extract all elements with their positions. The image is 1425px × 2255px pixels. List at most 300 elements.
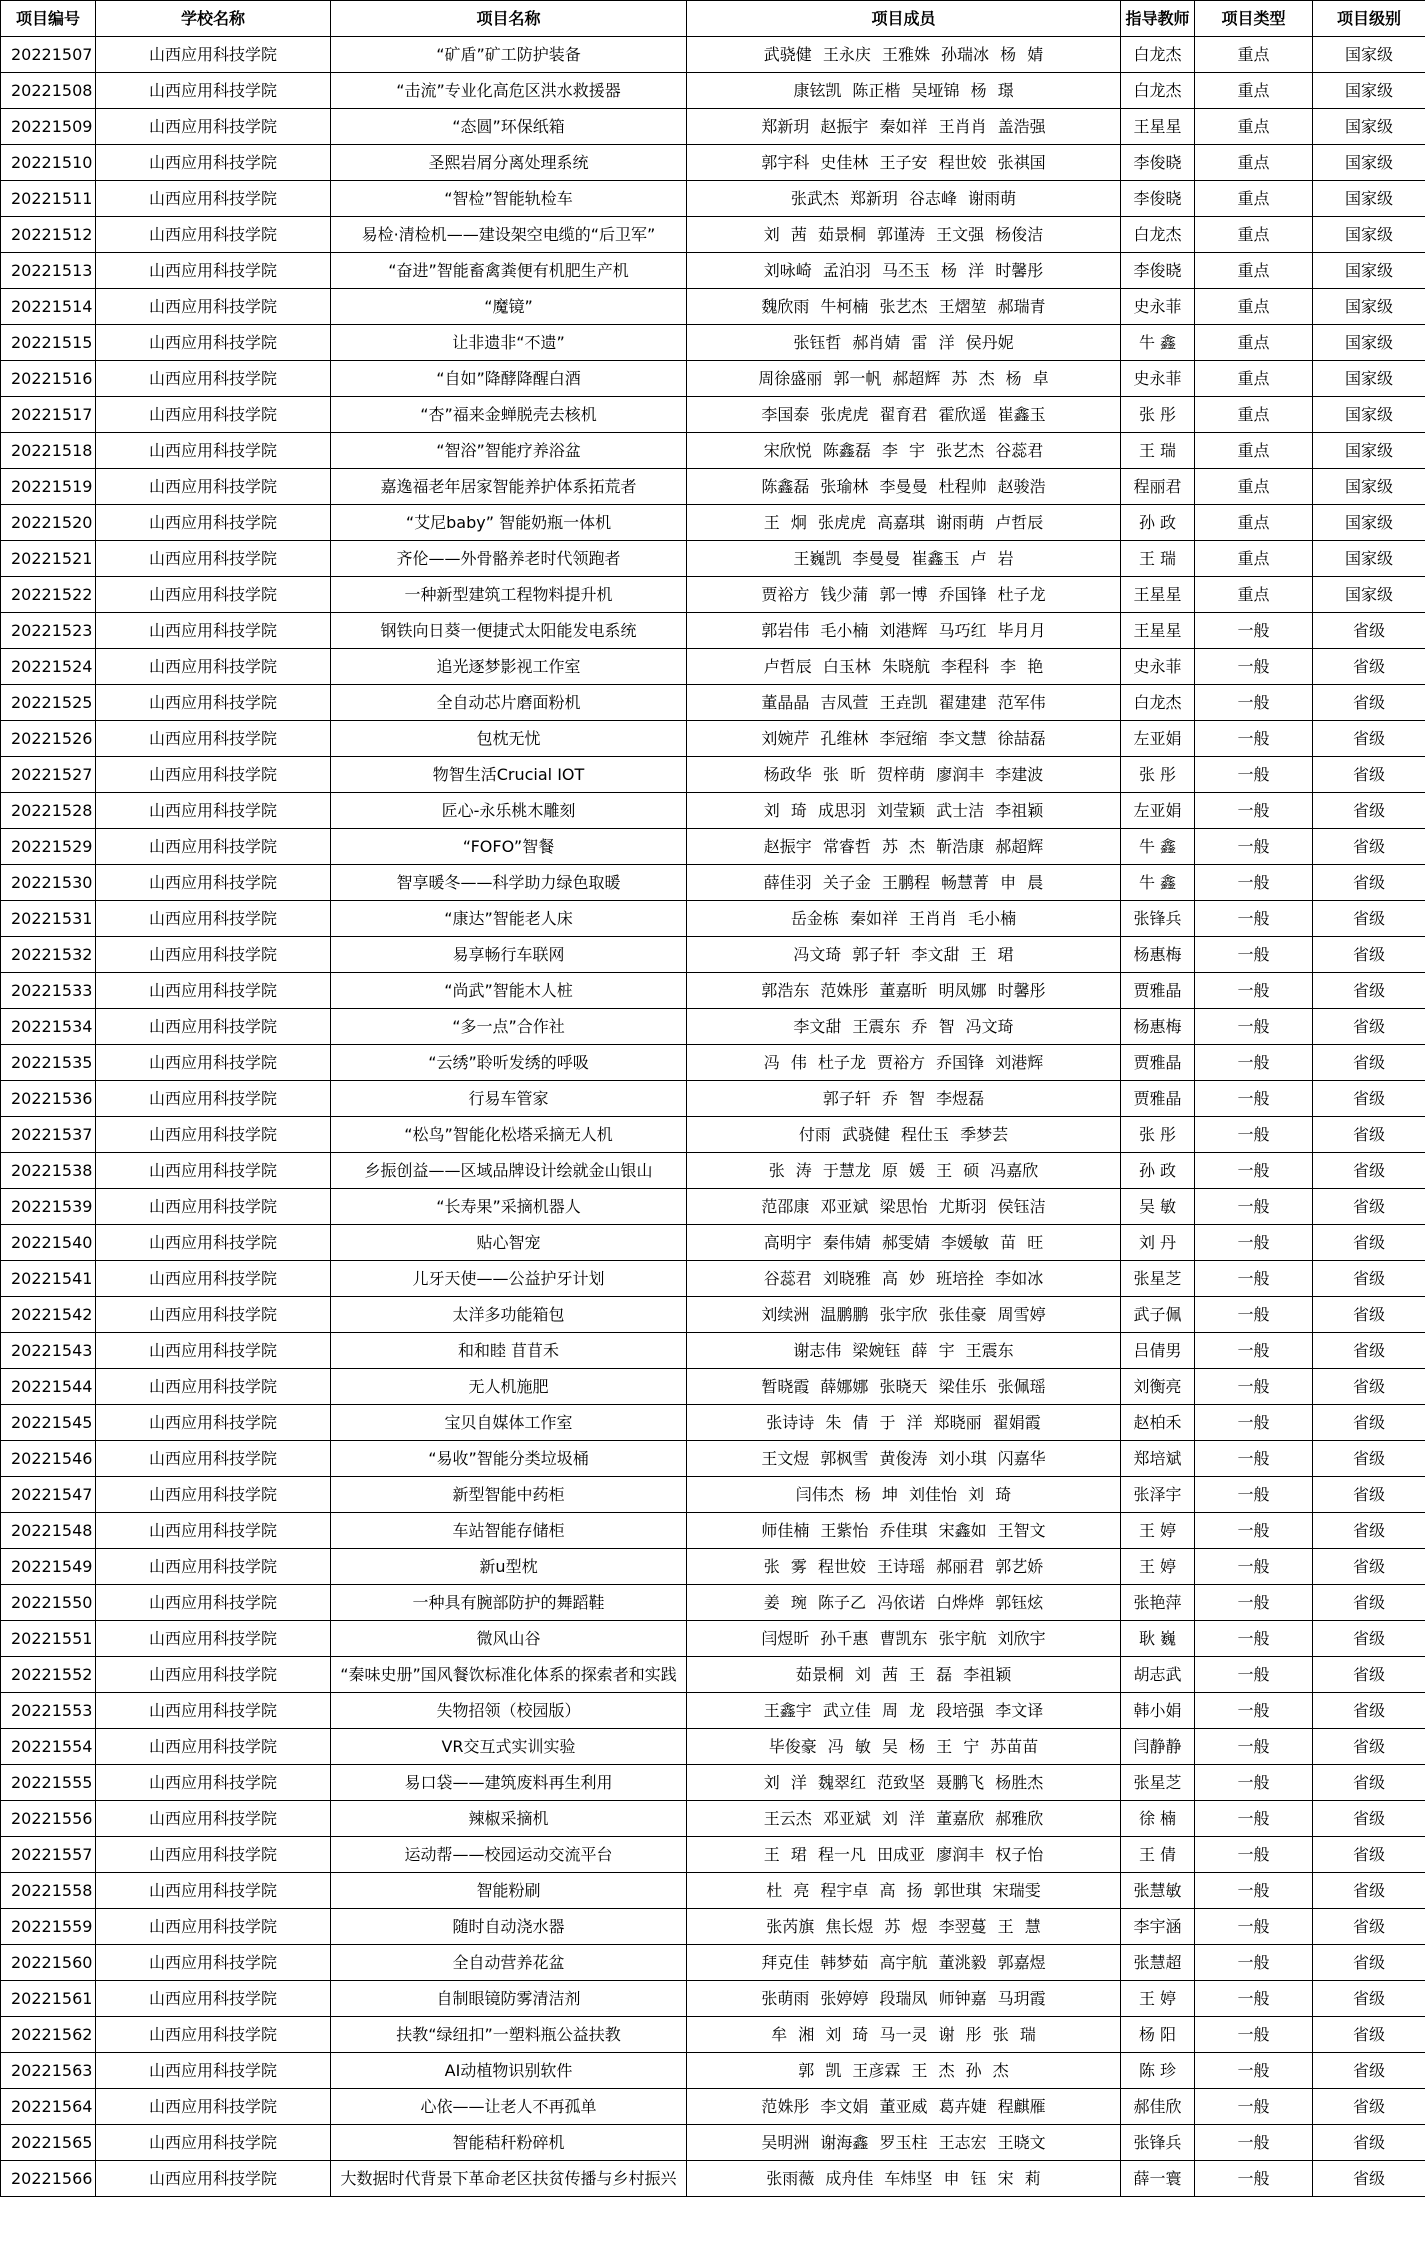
advisor-cell: 张锋兵 [1121,2125,1195,2161]
school-name-cell: 山西应用科技学院 [96,2125,331,2161]
header-project-id: 项目编号 [1,1,96,37]
project-name-cell: 辣椒采摘机 [331,1801,687,1837]
project-members-cell: 冯文琦 郭子轩 李文甜 王 珺 [687,937,1121,973]
project-members-cell: 毕俊豪 冯 敏 吴 杨 王 宁 苏苗苗 [687,1729,1121,1765]
project-name-cell: 儿牙天使——公益护牙计划 [331,1261,687,1297]
project-members-cell: 王云杰 邓亚斌 刘 洋 董嘉欣 郝雅欣 [687,1801,1121,1837]
project-name-cell: “FOFO”智餐 [331,829,687,865]
project-name-cell: 失物招领（校园版） [331,1693,687,1729]
project-members-cell: 周徐盛丽 郭一帆 郝超辉 苏 杰 杨 卓 [687,361,1121,397]
project-id-cell: 20221545 [1,1405,96,1441]
project-members-cell: 刘 洋 魏翠红 范致坚 聂鹏飞 杨胜杰 [687,1765,1121,1801]
project-name-cell: 一种新型建筑工程物料提升机 [331,577,687,613]
table-row [1,1657,1425,1693]
project-members-cell: 王鑫宇 武立佳 周 龙 段培强 李文译 [687,1693,1121,1729]
header-project-level: 项目级别 [1313,1,1425,37]
project-id-cell: 20221525 [1,685,96,721]
project-id-cell: 20221526 [1,721,96,757]
project-id-cell: 20221522 [1,577,96,613]
project-members-cell: 谢志伟 梁婉钰 薛 宇 王震东 [687,1333,1121,1369]
project-name-cell: 圣熙岩屑分离处理系统 [331,145,687,181]
project-type-cell: 一般 [1195,1441,1313,1477]
project-level-cell: 国家级 [1313,145,1425,181]
project-id-cell: 20221514 [1,289,96,325]
table-row [1,325,1425,361]
project-name-cell: 乡振创益——区域品牌设计绘就金山银山 [331,1153,687,1189]
project-type-cell: 一般 [1195,1009,1313,1045]
project-type-cell: 重点 [1195,181,1313,217]
project-level-cell: 省级 [1313,1261,1425,1297]
project-id-cell: 20221544 [1,1369,96,1405]
school-name-cell: 山西应用科技学院 [96,1981,331,2017]
project-id-cell: 20221517 [1,397,96,433]
school-name-cell: 山西应用科技学院 [96,1333,331,1369]
project-id-cell: 20221552 [1,1657,96,1693]
school-name-cell: 山西应用科技学院 [96,1261,331,1297]
project-level-cell: 省级 [1313,2125,1425,2161]
project-level-cell: 国家级 [1313,469,1425,505]
school-name-cell: 山西应用科技学院 [96,613,331,649]
table-row [1,793,1425,829]
table-row [1,1441,1425,1477]
project-level-cell: 省级 [1313,1225,1425,1261]
project-members-cell: 贾裕方 钱少蒲 郭一博 乔国锋 杜子龙 [687,577,1121,613]
advisor-cell: 张 彤 [1121,757,1195,793]
advisor-cell: 王 瑞 [1121,433,1195,469]
table-row [1,1549,1425,1585]
project-level-cell: 省级 [1313,1009,1425,1045]
project-members-cell: 冯 伟 杜子龙 贾裕方 乔国锋 刘港辉 [687,1045,1121,1081]
project-type-cell: 一般 [1195,901,1313,937]
advisor-cell: 牛 鑫 [1121,865,1195,901]
project-members-cell: 郑新玥 赵振宇 秦如祥 王肖肖 盖浩强 [687,109,1121,145]
project-id-cell: 20221556 [1,1801,96,1837]
project-type-cell: 重点 [1195,289,1313,325]
project-name-cell: 大数据时代背景下革命老区扶贫传播与乡村振兴 [331,2161,687,2197]
school-name-cell: 山西应用科技学院 [96,1801,331,1837]
header-advisor: 指导教师 [1121,1,1195,37]
project-id-cell: 20221533 [1,973,96,1009]
project-type-cell: 一般 [1195,1873,1313,1909]
project-id-cell: 20221542 [1,1297,96,1333]
project-level-cell: 国家级 [1313,397,1425,433]
project-members-cell: 张武杰 郑新玥 谷志峰 谢雨萌 [687,181,1121,217]
project-id-cell: 20221515 [1,325,96,361]
project-members-cell: 刘咏崎 孟泊羽 马丕玉 杨 洋 时馨彤 [687,253,1121,289]
project-id-cell: 20221531 [1,901,96,937]
project-name-cell: 和和睦 苜苜禾 [331,1333,687,1369]
project-level-cell: 国家级 [1313,325,1425,361]
advisor-cell: 张慧超 [1121,1945,1195,1981]
project-name-cell: “康达”智能老人床 [331,901,687,937]
advisor-cell: 白龙杰 [1121,685,1195,721]
project-level-cell: 国家级 [1313,181,1425,217]
project-type-cell: 一般 [1195,829,1313,865]
project-level-cell: 省级 [1313,2053,1425,2089]
project-id-cell: 20221553 [1,1693,96,1729]
project-id-cell: 20221513 [1,253,96,289]
school-name-cell: 山西应用科技学院 [96,2161,331,2197]
advisor-cell: 李俊晓 [1121,145,1195,181]
school-name-cell: 山西应用科技学院 [96,865,331,901]
project-level-cell: 省级 [1313,1729,1425,1765]
project-level-cell: 省级 [1313,937,1425,973]
advisor-cell: 孙 政 [1121,505,1195,541]
project-level-cell: 国家级 [1313,37,1425,73]
project-id-cell: 20221549 [1,1549,96,1585]
project-name-cell: 易检·清检机——建设架空电缆的“后卫军” [331,217,687,253]
table-row [1,937,1425,973]
project-members-cell: 张 涛 于慧龙 原 媛 王 硕 冯嘉欣 [687,1153,1121,1189]
project-name-cell: 太洋多功能箱包 [331,1297,687,1333]
project-level-cell: 省级 [1313,1693,1425,1729]
project-level-cell: 国家级 [1313,289,1425,325]
advisor-cell: 张 彤 [1121,397,1195,433]
project-members-cell: 李文甜 王震东 乔 智 冯文琦 [687,1009,1121,1045]
advisor-cell: 薛一寰 [1121,2161,1195,2197]
project-type-cell: 重点 [1195,361,1313,397]
project-id-cell: 20221532 [1,937,96,973]
school-name-cell: 山西应用科技学院 [96,361,331,397]
table-row [1,1045,1425,1081]
project-level-cell: 国家级 [1313,361,1425,397]
project-members-cell: 郭岩伟 毛小楠 刘港辉 马巧红 毕月月 [687,613,1121,649]
project-members-cell: 刘 茜 茹景桐 郭谨涛 王文强 杨俊洁 [687,217,1121,253]
advisor-cell: 王 婷 [1121,1513,1195,1549]
project-members-cell: 张萌雨 张婷婷 段瑞凤 师钟嘉 马玥霞 [687,1981,1121,2017]
project-id-cell: 20221555 [1,1765,96,1801]
project-type-cell: 一般 [1195,757,1313,793]
project-type-cell: 一般 [1195,1693,1313,1729]
project-members-cell: 薛佳羽 关子金 王鹏程 畅慧菁 申 晨 [687,865,1121,901]
table-row [1,613,1425,649]
project-id-cell: 20221521 [1,541,96,577]
table-row [1,757,1425,793]
table-body [1,37,1425,2197]
project-name-cell: 全自动芯片磨面粉机 [331,685,687,721]
advisor-cell: 李俊晓 [1121,253,1195,289]
advisor-cell: 耿 巍 [1121,1621,1195,1657]
project-members-cell: 拜克佳 韩梦茹 高宇航 董洮毅 郭嘉煜 [687,1945,1121,1981]
project-id-cell: 20221524 [1,649,96,685]
table-row [1,1765,1425,1801]
project-type-cell: 一般 [1195,1369,1313,1405]
table-row [1,577,1425,613]
advisor-cell: 吕倩男 [1121,1333,1195,1369]
table-row [1,1153,1425,1189]
project-members-cell: 武骁健 王永庆 王雅姝 孙瑞冰 杨 婧 [687,37,1121,73]
table-row [1,469,1425,505]
advisor-cell: 史永菲 [1121,289,1195,325]
project-type-cell: 一般 [1195,1981,1313,2017]
advisor-cell: 贾雅晶 [1121,1045,1195,1081]
project-id-cell: 20221510 [1,145,96,181]
advisor-cell: 王 婷 [1121,1549,1195,1585]
table-row [1,361,1425,397]
advisor-cell: 张慧敏 [1121,1873,1195,1909]
project-name-cell: “多一点”合作社 [331,1009,687,1045]
advisor-cell: 杨惠梅 [1121,1009,1195,1045]
advisor-cell: 王星星 [1121,109,1195,145]
project-name-cell: “易收”智能分类垃圾桶 [331,1441,687,1477]
project-type-cell: 一般 [1195,1585,1313,1621]
advisor-cell: 贾雅晶 [1121,973,1195,1009]
table-row [1,1369,1425,1405]
project-name-cell: 一种具有腕部防护的舞蹈鞋 [331,1585,687,1621]
school-name-cell: 山西应用科技学院 [96,1585,331,1621]
school-name-cell: 山西应用科技学院 [96,901,331,937]
table-row [1,505,1425,541]
project-level-cell: 省级 [1313,757,1425,793]
project-id-cell: 20221539 [1,1189,96,1225]
project-type-cell: 一般 [1195,1297,1313,1333]
header-project-type: 项目类型 [1195,1,1313,37]
project-name-cell: 包枕无忧 [331,721,687,757]
advisor-cell: 张星芝 [1121,1261,1195,1297]
project-type-cell: 一般 [1195,685,1313,721]
project-type-cell: 重点 [1195,325,1313,361]
project-members-cell: 郭子轩 乔 智 李煜磊 [687,1081,1121,1117]
project-level-cell: 省级 [1313,1297,1425,1333]
school-name-cell: 山西应用科技学院 [96,721,331,757]
project-type-cell: 一般 [1195,1189,1313,1225]
advisor-cell: 王星星 [1121,613,1195,649]
project-level-cell: 省级 [1313,1513,1425,1549]
project-level-cell: 省级 [1313,721,1425,757]
advisor-cell: 李宇涵 [1121,1909,1195,1945]
header-school-name: 学校名称 [96,1,331,37]
advisor-cell: 王 瑞 [1121,541,1195,577]
project-name-cell: 新型智能中药柜 [331,1477,687,1513]
table-row [1,1117,1425,1153]
project-level-cell: 省级 [1313,1117,1425,1153]
table-row [1,397,1425,433]
project-level-cell: 省级 [1313,865,1425,901]
project-name-cell: “云绣”聆听发绣的呼吸 [331,1045,687,1081]
project-level-cell: 省级 [1313,1657,1425,1693]
project-id-cell: 20221557 [1,1837,96,1873]
table-row [1,1945,1425,1981]
school-name-cell: 山西应用科技学院 [96,1189,331,1225]
table-row [1,1873,1425,1909]
project-name-cell: 车站智能存储柜 [331,1513,687,1549]
project-type-cell: 重点 [1195,73,1313,109]
project-level-cell: 省级 [1313,901,1425,937]
school-name-cell: 山西应用科技学院 [96,1369,331,1405]
school-name-cell: 山西应用科技学院 [96,1009,331,1045]
table-row [1,1801,1425,1837]
project-members-cell: 范邵康 邓亚斌 梁思怡 尤斯羽 侯钰洁 [687,1189,1121,1225]
project-level-cell: 省级 [1313,1945,1425,1981]
project-type-cell: 重点 [1195,109,1313,145]
project-id-cell: 20221540 [1,1225,96,1261]
project-name-cell: 运动帮——校园运动交流平台 [331,1837,687,1873]
project-members-cell: 郭宇科 史佳林 王子安 程世姣 张祺国 [687,145,1121,181]
project-level-cell: 国家级 [1313,109,1425,145]
advisor-cell: 程丽君 [1121,469,1195,505]
project-id-cell: 20221529 [1,829,96,865]
table-row [1,181,1425,217]
table-row [1,901,1425,937]
project-id-cell: 20221551 [1,1621,96,1657]
project-type-cell: 一般 [1195,2017,1313,2053]
project-name-cell: 无人机施肥 [331,1369,687,1405]
project-id-cell: 20221548 [1,1513,96,1549]
project-name-cell: VR交互式实训实验 [331,1729,687,1765]
table-row [1,1585,1425,1621]
project-name-cell: 追光逐梦影视工作室 [331,649,687,685]
advisor-cell: 贾雅晶 [1121,1081,1195,1117]
advisor-cell: 赵柏禾 [1121,1405,1195,1441]
school-name-cell: 山西应用科技学院 [96,325,331,361]
advisor-cell: 王 婷 [1121,1981,1195,2017]
table-row [1,1405,1425,1441]
project-type-cell: 重点 [1195,505,1313,541]
project-level-cell: 国家级 [1313,577,1425,613]
table-row [1,865,1425,901]
advisor-cell: 吴 敏 [1121,1189,1195,1225]
advisor-cell: 郑培斌 [1121,1441,1195,1477]
project-name-cell: 匠心-永乐桃木雕刻 [331,793,687,829]
project-members-cell: 陈鑫磊 张瑜林 李曼曼 杜程帅 赵骏浩 [687,469,1121,505]
project-level-cell: 省级 [1313,1549,1425,1585]
school-name-cell: 山西应用科技学院 [96,397,331,433]
school-name-cell: 山西应用科技学院 [96,1765,331,1801]
project-members-cell: 张芮旗 焦长煜 苏 煜 李翌蔓 王 慧 [687,1909,1121,1945]
school-name-cell: 山西应用科技学院 [96,1225,331,1261]
project-id-cell: 20221536 [1,1081,96,1117]
project-type-cell: 一般 [1195,613,1313,649]
table-row [1,1477,1425,1513]
project-members-cell: 赵振宇 常睿哲 苏 杰 靳浩康 郝超辉 [687,829,1121,865]
school-name-cell: 山西应用科技学院 [96,253,331,289]
school-name-cell: 山西应用科技学院 [96,217,331,253]
project-type-cell: 重点 [1195,145,1313,181]
project-id-cell: 20221541 [1,1261,96,1297]
project-members-cell: 暂晓霞 薛娜娜 张晓天 梁佳乐 张佩瑶 [687,1369,1121,1405]
project-members-cell: 杜 亮 程宇卓 高 扬 郭世琪 宋瑞雯 [687,1873,1121,1909]
project-type-cell: 一般 [1195,1045,1313,1081]
project-name-cell: “松鸟”智能化松塔采摘无人机 [331,1117,687,1153]
project-type-cell: 一般 [1195,793,1313,829]
project-level-cell: 省级 [1313,2017,1425,2053]
project-level-cell: 省级 [1313,1585,1425,1621]
table-row [1,253,1425,289]
advisor-cell: 李俊晓 [1121,181,1195,217]
advisor-cell: 牛 鑫 [1121,829,1195,865]
project-level-cell: 国家级 [1313,253,1425,289]
table-row [1,2017,1425,2053]
project-level-cell: 省级 [1313,649,1425,685]
project-level-cell: 国家级 [1313,217,1425,253]
project-type-cell: 一般 [1195,1153,1313,1189]
project-name-cell: “尚武”智能木人桩 [331,973,687,1009]
project-id-cell: 20221546 [1,1441,96,1477]
table-row [1,145,1425,181]
project-level-cell: 省级 [1313,1765,1425,1801]
project-id-cell: 20221507 [1,37,96,73]
project-type-cell: 一般 [1195,1117,1313,1153]
project-type-cell: 一般 [1195,1333,1313,1369]
project-level-cell: 国家级 [1313,433,1425,469]
project-id-cell: 20221528 [1,793,96,829]
project-name-cell: “杏”福来金蝉脱壳去核机 [331,397,687,433]
advisor-cell: 牛 鑫 [1121,325,1195,361]
project-type-cell: 重点 [1195,397,1313,433]
project-name-cell: 易口袋——建筑废料再生利用 [331,1765,687,1801]
school-name-cell: 山西应用科技学院 [96,1045,331,1081]
school-name-cell: 山西应用科技学院 [96,1117,331,1153]
project-id-cell: 20221527 [1,757,96,793]
project-level-cell: 省级 [1313,1621,1425,1657]
project-members-cell: 张诗诗 朱 倩 于 洋 郑晓丽 翟娟霞 [687,1405,1121,1441]
project-name-cell: 智能粉刷 [331,1873,687,1909]
project-name-cell: 扶教“绿纽扣”一塑料瓶公益扶教 [331,2017,687,2053]
project-type-cell: 一般 [1195,2125,1313,2161]
project-members-cell: 吴明洲 谢海鑫 罗玉柱 王志宏 王晓文 [687,2125,1121,2161]
advisor-cell: 左亚娟 [1121,793,1195,829]
project-type-cell: 一般 [1195,973,1313,1009]
project-name-cell: 物智生活Crucial IOT [331,757,687,793]
school-name-cell: 山西应用科技学院 [96,973,331,1009]
project-level-cell: 省级 [1313,685,1425,721]
advisor-cell: 杨惠梅 [1121,937,1195,973]
project-name-cell: “智检”智能轨检车 [331,181,687,217]
table-row [1,37,1425,73]
project-members-cell: 刘 琦 成思羽 刘莹颖 武士洁 李祖颖 [687,793,1121,829]
table-row [1,2089,1425,2125]
table-row [1,109,1425,145]
advisor-cell: 左亚娟 [1121,721,1195,757]
school-name-cell: 山西应用科技学院 [96,793,331,829]
project-id-cell: 20221518 [1,433,96,469]
project-type-cell: 一般 [1195,1801,1313,1837]
project-id-cell: 20221512 [1,217,96,253]
advisor-cell: 武子佩 [1121,1297,1195,1333]
project-id-cell: 20221535 [1,1045,96,1081]
project-type-cell: 一般 [1195,1261,1313,1297]
school-name-cell: 山西应用科技学院 [96,289,331,325]
project-level-cell: 省级 [1313,793,1425,829]
project-name-cell: “态圆”环保纸箱 [331,109,687,145]
project-name-cell: 易享畅行车联网 [331,937,687,973]
advisor-cell: 韩小娟 [1121,1693,1195,1729]
project-type-cell: 一般 [1195,1477,1313,1513]
project-id-cell: 20221564 [1,2089,96,2125]
project-type-cell: 一般 [1195,1081,1313,1117]
table-row [1,2161,1425,2197]
table-row [1,289,1425,325]
project-level-cell: 国家级 [1313,73,1425,109]
project-members-cell: 刘续洲 温鹏鹏 张宇欣 张佳豪 周雪婷 [687,1297,1121,1333]
project-id-cell: 20221520 [1,505,96,541]
table-row [1,1693,1425,1729]
advisor-cell: 陈 珍 [1121,2053,1195,2089]
project-members-cell: 杨政华 张 昕 贺梓萌 廖润丰 李建波 [687,757,1121,793]
project-members-cell: 高明宇 秦伟婧 郝雯婧 李媛敏 苗 旺 [687,1225,1121,1261]
project-id-cell: 20221558 [1,1873,96,1909]
school-name-cell: 山西应用科技学院 [96,829,331,865]
table-row [1,541,1425,577]
advisor-cell: 徐 楠 [1121,1801,1195,1837]
advisor-cell: 杨 阳 [1121,2017,1195,2053]
project-members-cell: 董晶晶 吉凤萱 王垚凯 翟建建 范军伟 [687,685,1121,721]
school-name-cell: 山西应用科技学院 [96,145,331,181]
project-name-cell: 全自动营养花盆 [331,1945,687,1981]
project-id-cell: 20221554 [1,1729,96,1765]
table-row [1,1729,1425,1765]
school-name-cell: 山西应用科技学院 [96,1693,331,1729]
